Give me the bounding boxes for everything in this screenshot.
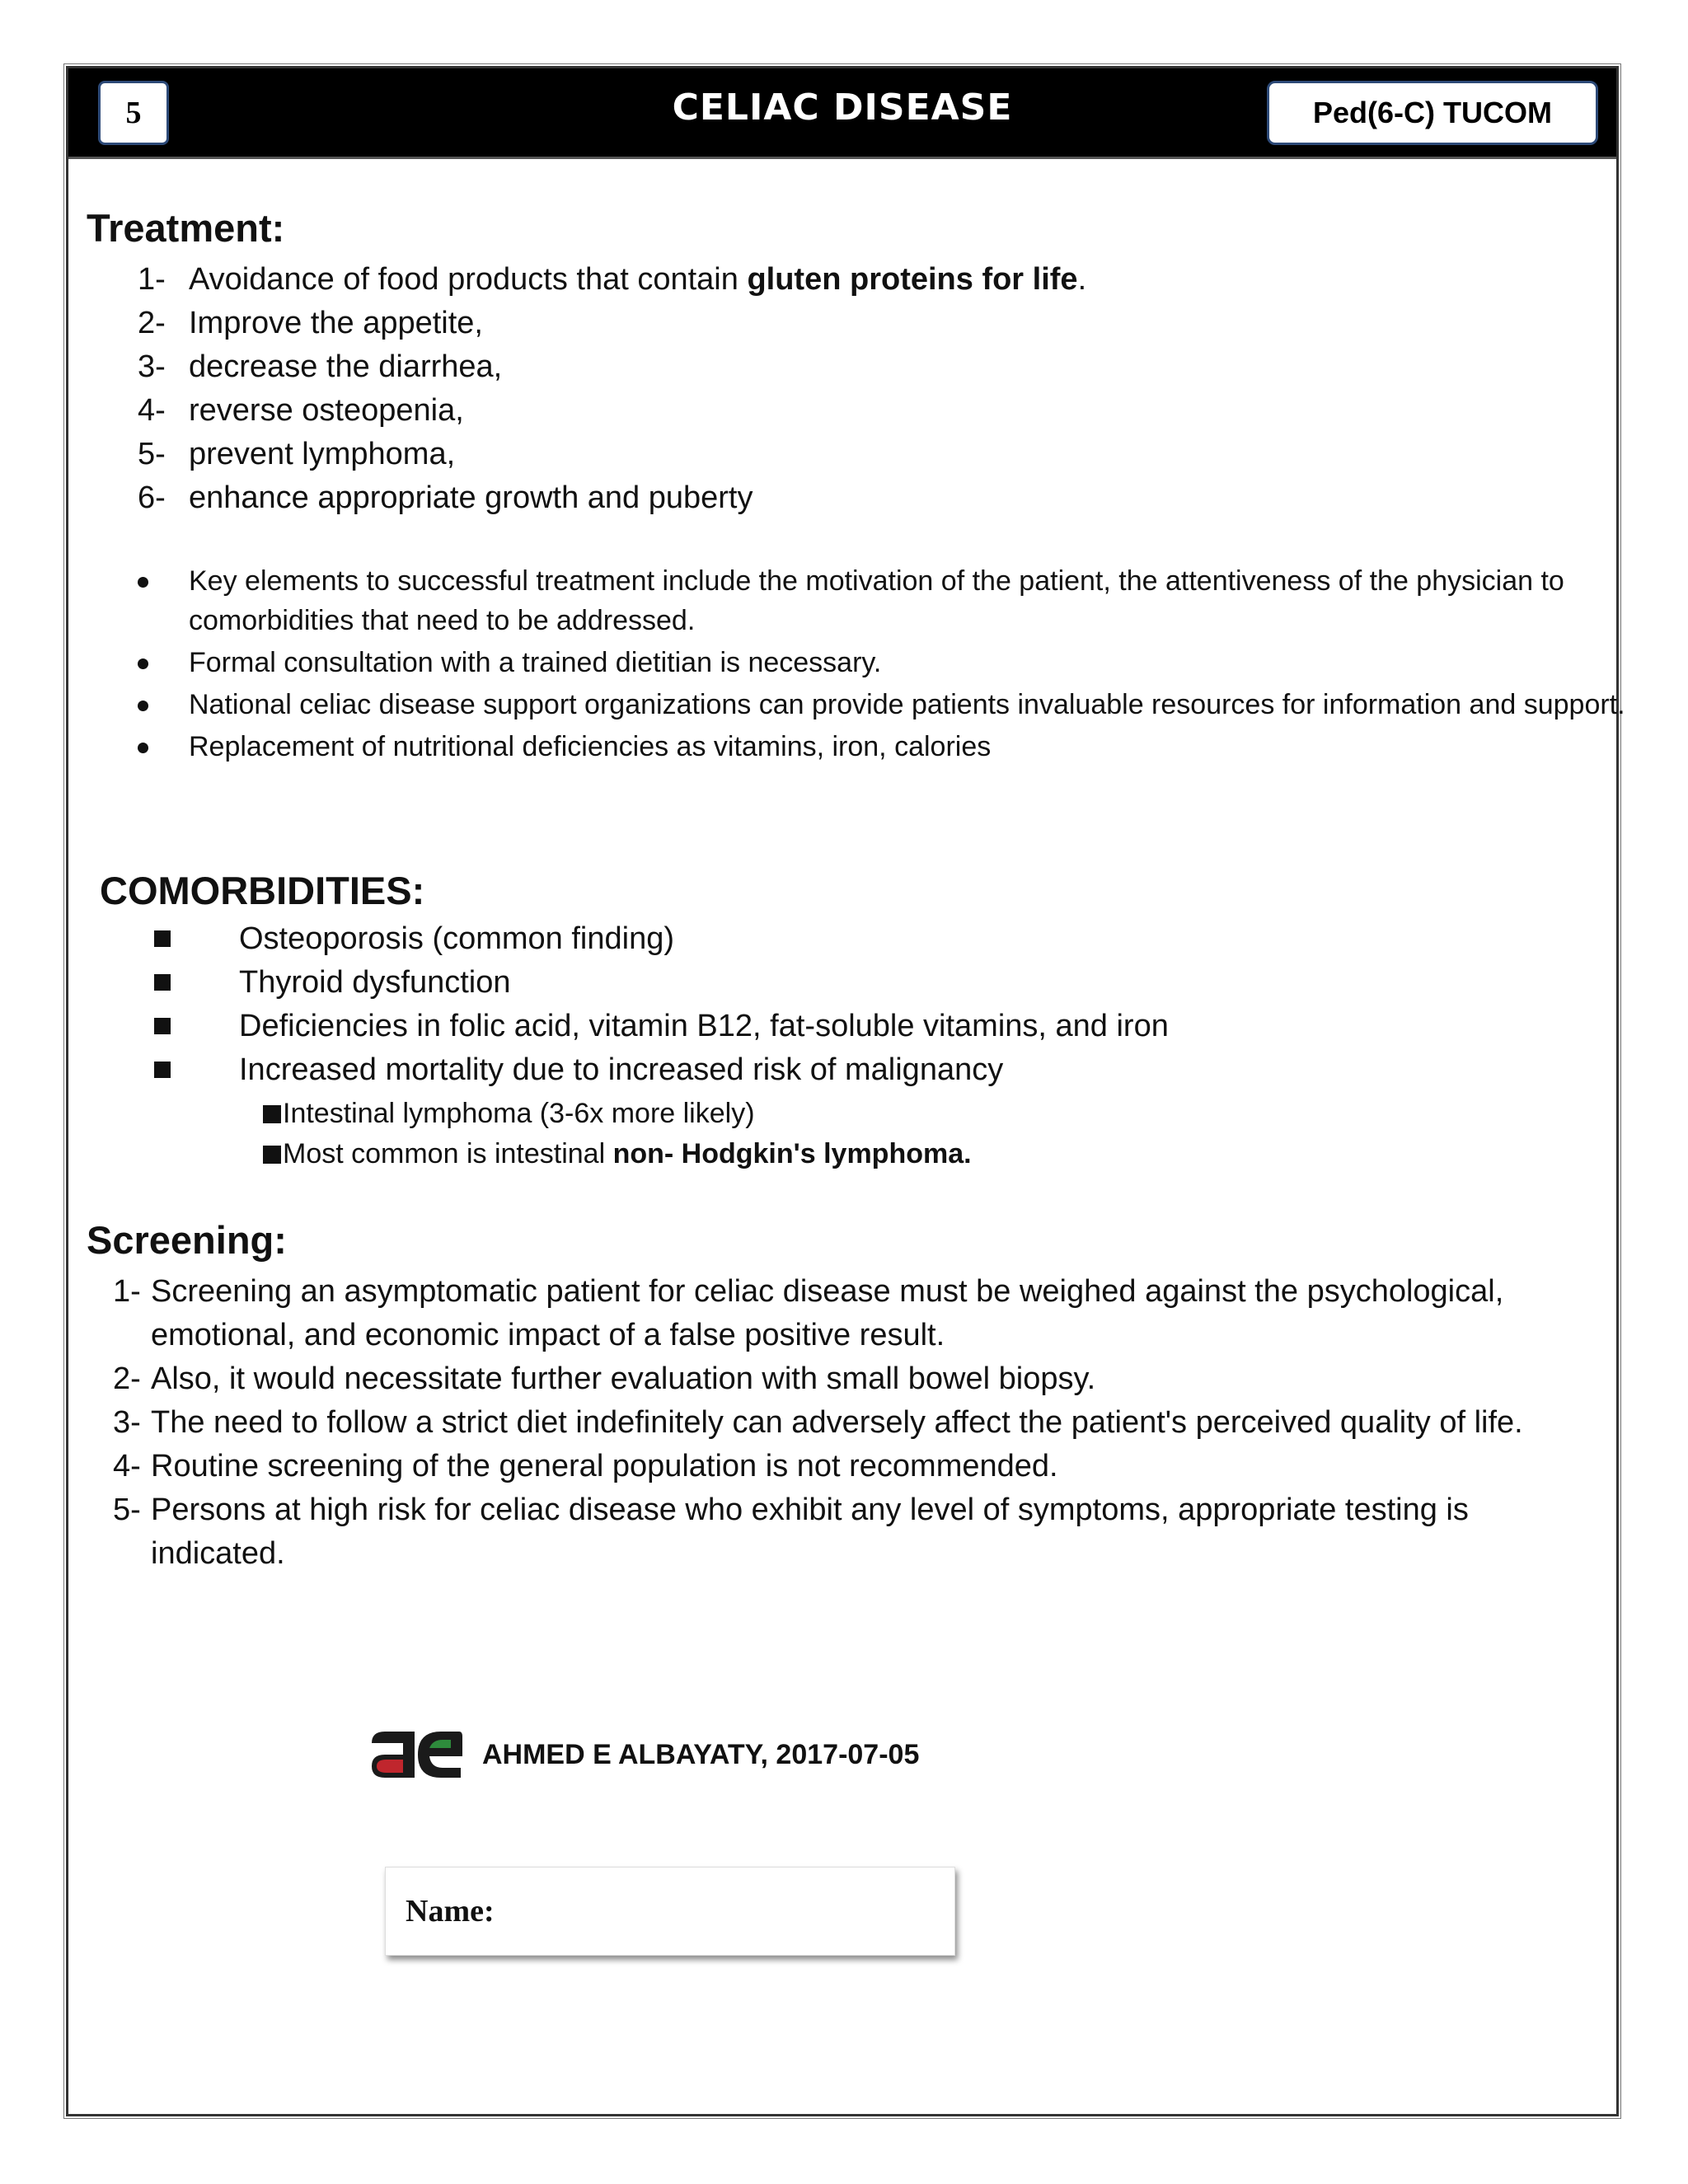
list-item: [138, 389, 1086, 433]
item-number: 2-: [138, 306, 166, 340]
item-number: 4-: [113, 1449, 141, 1483]
page-header: [68, 68, 1616, 159]
item-text: reverse osteopenia,: [189, 393, 464, 428]
item-text: Replacement of nutritional deficiencies as vitamins, iron, calories: [189, 731, 992, 762]
list-item: [138, 685, 1654, 724]
list-item: [138, 302, 1086, 345]
square-bullet-icon: [154, 917, 239, 961]
treatment-numbered-list: [138, 258, 1086, 520]
item-text: Increased mortality due to increased risk of malignancy: [239, 1052, 1004, 1087]
list-item: [138, 727, 1654, 766]
item-number: 1-: [113, 1274, 141, 1309]
item-text: Osteoporosis (common finding): [239, 921, 674, 956]
item-text: National celiac disease support organizations can provide patients invaluable resources for information and support.: [189, 689, 1625, 720]
author-name-date: AHMED E ALBAYATY, 2017-07-05: [482, 1738, 920, 1770]
item-text: prevent lymphoma,: [189, 437, 456, 471]
item-text: Persons at high risk for celiac disease who exhibit any level of symptoms, appropriate testing is indicated.: [151, 1493, 1469, 1571]
screening-heading: Screening:: [87, 1218, 287, 1262]
list-item: [138, 258, 1086, 302]
page-title: CELIAC DISEASE: [672, 87, 1013, 129]
item-text: Intestinal lymphoma (3-6x more likely): [283, 1098, 755, 1129]
item-text: Deficiencies in folic acid, vitamin B12, fat-soluble vitamins, and iron: [239, 1009, 1169, 1043]
list-item: [113, 1445, 1621, 1488]
list-item: [138, 643, 1654, 682]
comorbidities-heading: COMORBIDITIES:: [100, 869, 425, 912]
item-number: 3-: [138, 349, 166, 384]
bullet-icon: [138, 643, 189, 682]
name-field-box[interactable]: [385, 1867, 955, 1956]
page-frame: [66, 66, 1625, 2116]
list-item: [154, 917, 1169, 961]
item-number: 6-: [138, 480, 166, 515]
item-text: Formal consultation with a trained dietitian is necessary.: [189, 647, 882, 678]
ae-monogram-logo: [367, 1727, 466, 1783]
item-text: Also, it would necessitate further evaluation with small bowel biopsy.: [151, 1361, 1096, 1396]
screening-list: [113, 1270, 1621, 1576]
item-text: Thyroid dysfunction: [239, 965, 511, 1000]
item-number: 1-: [138, 262, 166, 297]
treatment-heading: Treatment:: [87, 206, 285, 250]
item-text: enhance appropriate growth and puberty: [189, 480, 753, 515]
item-number: 2-: [113, 1361, 141, 1396]
list-item: [113, 1488, 1621, 1576]
item-bold-text: gluten proteins for life: [747, 262, 1078, 297]
bullet-icon: [138, 727, 189, 766]
item-bold-text: non- Hodgkin's lymphoma.: [612, 1138, 972, 1169]
name-label: Name:: [406, 1894, 495, 1929]
item-number: 4-: [138, 393, 166, 428]
page-number: 5: [98, 81, 169, 145]
course-label: Ped(6-C) TUCOM: [1267, 81, 1598, 145]
item-text: Routine screening of the general population is not recommended.: [151, 1449, 1058, 1483]
list-item: [154, 961, 1169, 1005]
list-item: [154, 1005, 1169, 1048]
item-text: Most common is intestinal non- Hodgkin's lymphoma.: [283, 1138, 972, 1169]
item-number: 5-: [113, 1493, 141, 1527]
item-text: Avoidance of food products that contain gluten proteins for life.: [189, 262, 1087, 297]
comorbidities-sublist: [263, 1094, 972, 1174]
list-item: [113, 1401, 1621, 1445]
square-bullet-icon: [154, 961, 239, 1005]
treatment-bullet-list: [138, 561, 1654, 769]
item-text: Improve the appetite,: [189, 306, 483, 340]
list-item: [263, 1094, 972, 1134]
item-text: Screening an asymptomatic patient for celiac disease must be weighed against the psychological, emotional, and economic impact of a false positive result.: [151, 1274, 1504, 1352]
item-number: 5-: [138, 437, 166, 471]
item-number: 3-: [113, 1405, 141, 1440]
item-text: Key elements to successful treatment include the motivation of the patient, the attentiveness of the physician to comorbidities that need to be addressed.: [189, 565, 1564, 636]
list-item: [138, 433, 1086, 476]
square-bullet-icon: [263, 1146, 281, 1164]
list-item: [138, 476, 1086, 520]
list-item: [263, 1134, 972, 1174]
list-item: [154, 1048, 1169, 1092]
list-item: [138, 345, 1086, 389]
item-text: The need to follow a strict diet indefinitely can adversely affect the patient's perceived quality of life.: [151, 1405, 1523, 1440]
bullet-icon: [138, 685, 189, 724]
list-item: [138, 561, 1654, 640]
author-signature: [367, 1727, 919, 1783]
square-bullet-icon: [154, 1048, 239, 1092]
list-item: [113, 1270, 1621, 1357]
list-item: [113, 1357, 1621, 1401]
square-bullet-icon: [154, 1005, 239, 1048]
bullet-icon: [138, 561, 189, 640]
item-text: decrease the diarrhea,: [189, 349, 503, 384]
square-bullet-icon: [263, 1105, 281, 1123]
comorbidities-list: [154, 917, 1169, 1092]
